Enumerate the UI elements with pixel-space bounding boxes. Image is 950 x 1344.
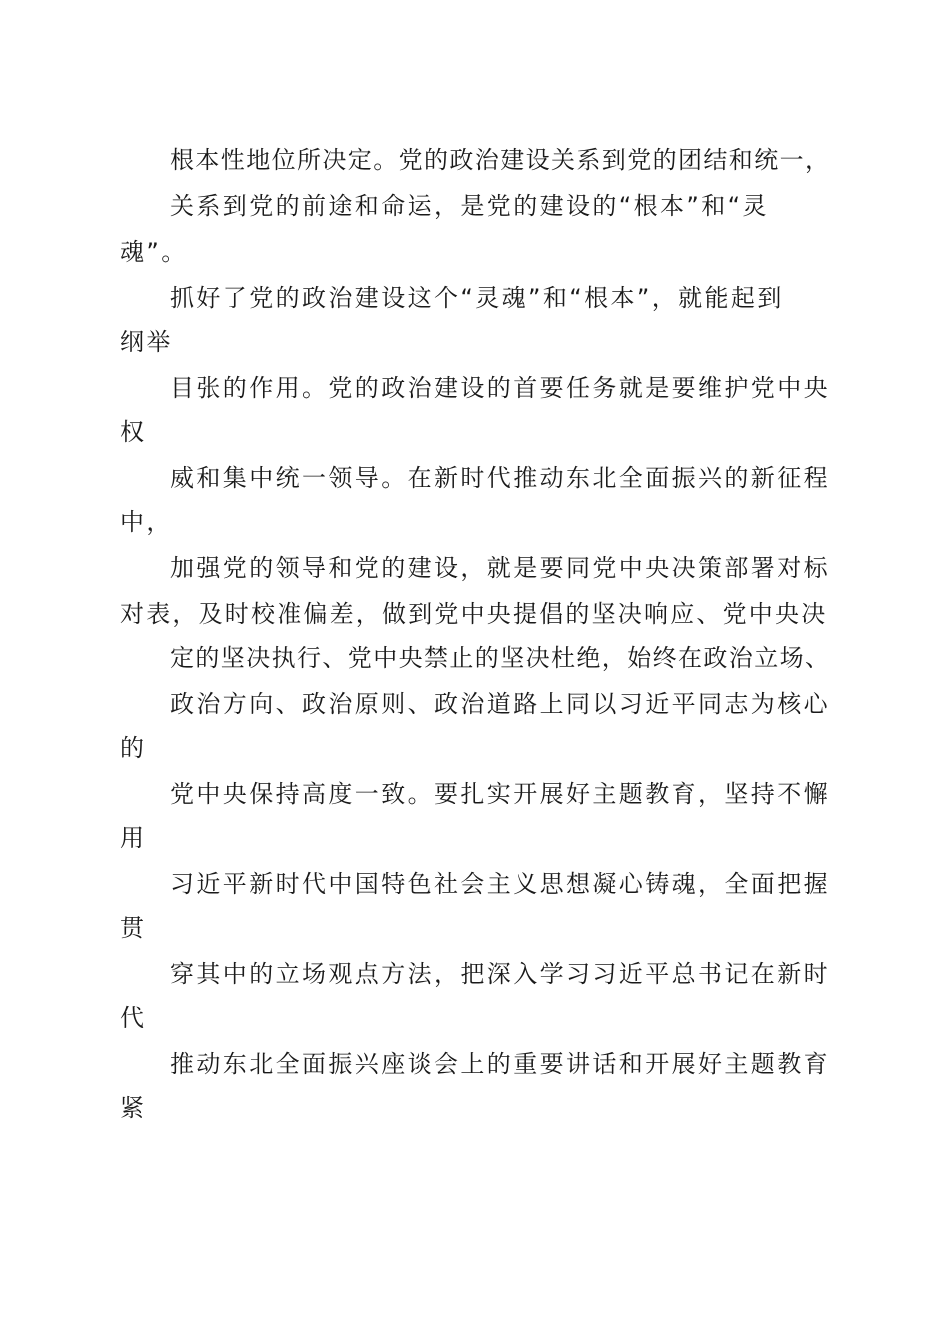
text-line: 关系到党的前途和命运，是党的建设的“根本”和“灵 — [170, 192, 769, 220]
text-line: 用 — [120, 824, 147, 852]
text-line: 穿其中的立场观点方法，把深入学习习近平总书记在新时 — [170, 960, 830, 988]
text-line: 威和集中统一领导。在新时代推动东北全面振兴的新征程 — [170, 464, 830, 492]
text-line: 定的坚决执行、党中央禁止的坚决杜绝，始终在政治立场、 — [170, 644, 831, 672]
text-line: 代 — [120, 1004, 147, 1032]
text-line: 魂”。 — [120, 238, 188, 266]
text-line: 根本性地位所决定。党的政治建设关系到党的团结和统一， — [170, 146, 831, 174]
text-line: 的 — [120, 734, 147, 762]
text-line: 贯 — [120, 914, 147, 942]
text-line: 目张的作用。党的政治建设的首要任务就是要维护党中央 — [170, 374, 830, 402]
text-line: 纲举 — [120, 328, 173, 356]
text-line: 党中央保持高度一致。要扎实开展好主题教育，坚持不懈 — [170, 780, 830, 808]
text-line: 权 — [120, 418, 147, 446]
text-line: 加强党的领导和党的建设，就是要同党中央决策部署对标 — [170, 554, 830, 582]
text-line: 推动东北全面振兴座谈会上的重要讲话和开展好主题教育 — [170, 1050, 830, 1078]
text-line: 习近平新时代中国特色社会主义思想凝心铸魂，全面把握 — [170, 870, 830, 898]
text-line: 对表，及时校准偏差，做到党中央提倡的坚决响应、党中央决 — [120, 600, 828, 628]
text-line: 中， — [120, 508, 173, 536]
text-line: 抓好了党的政治建设这个“灵魂”和“根本”，就能起到 — [170, 284, 784, 312]
text-line: 紧 — [120, 1094, 147, 1122]
text-line: 政治方向、政治原则、政治道路上同以习近平同志为核心 — [170, 690, 830, 718]
